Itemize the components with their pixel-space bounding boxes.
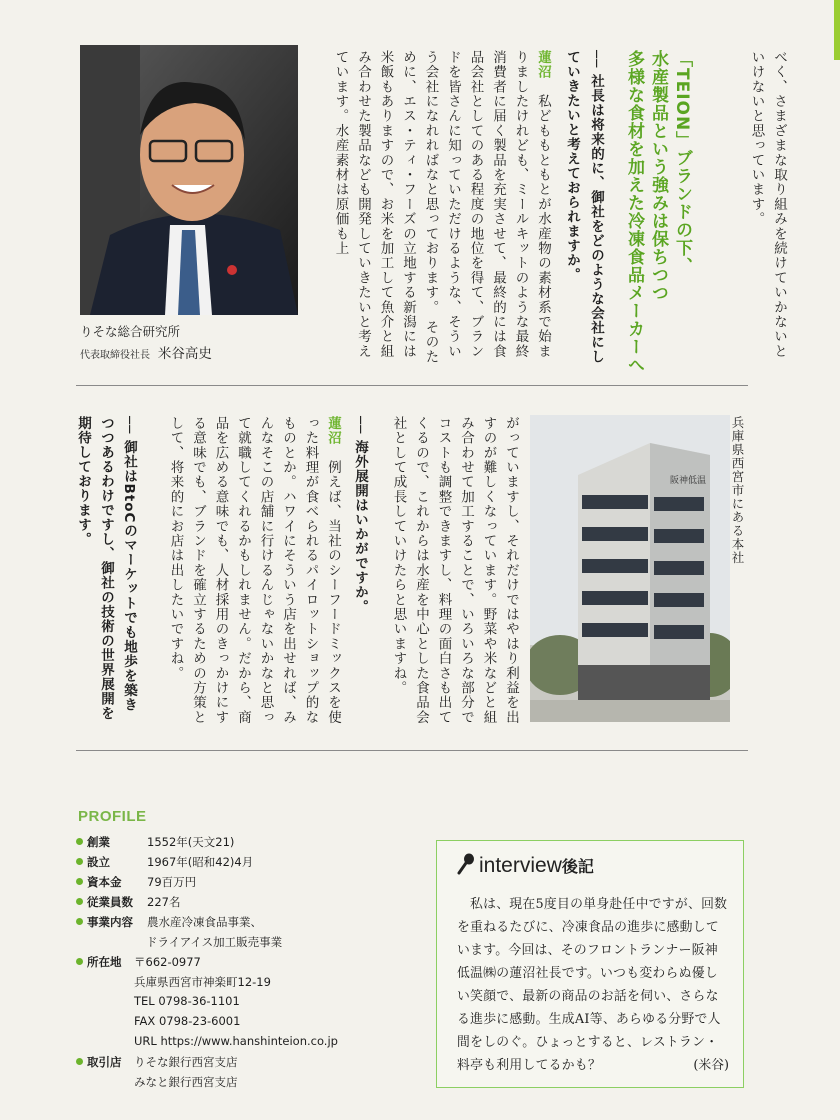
profile-key: 設立 (87, 855, 110, 869)
heading-line-2: 水産製品という強みは保ちつつ (648, 50, 668, 302)
answer-1 (324, 50, 554, 370)
interview-title-ja: 後記 (561, 857, 594, 876)
portrait-caption (80, 322, 212, 362)
profile-row-business (76, 914, 262, 930)
bullet-icon (76, 898, 83, 905)
microphone-icon (457, 853, 475, 875)
profile-value: 農水産冷凍食品事業、 (147, 915, 262, 929)
bank-2: みなと銀行西宮支店 (134, 1075, 238, 1089)
profile-title: PROFILE (78, 808, 147, 825)
section-heading (622, 50, 694, 380)
profile-value: 227名 (147, 895, 181, 909)
question-1: ── 社長は将来的に、御社をどのような会社にしていきたいと考えておられますか。 (564, 50, 604, 364)
address-street: 兵庫県西宮市神楽町12-19 (134, 975, 271, 989)
answer-1-text: 私どももともとが水産物の素材系で始まりましたけれども、ミールキットのような最終消費者に届く製品を充実させて、最終的には食品会社としてのある程度の地位を得て、ブランドを皆さんに知っていただけるような、そういう会社になれればなと思っております。 そのために、エス・ティ・フーズの立地する新潟には米飯もありますので、お米を加工して魚介と組み合わせた製品なども開発していきたいと考えています。水産素材は原価も上 (332, 50, 551, 365)
profile-business-2: ドライアイス加工販売事業 (146, 935, 283, 949)
question-2: ── 海外展開はいかがですか。 (352, 416, 368, 614)
page-edge-tab (834, 0, 840, 60)
caption-title: 代表取締役社長 (80, 350, 150, 361)
bullet-icon (76, 958, 83, 965)
bank-1: りそな銀行西宮支店 (134, 1055, 238, 1069)
bullet-icon (76, 878, 83, 885)
interview-afterword-box (436, 840, 744, 1088)
interview-title (457, 853, 594, 878)
heading-line-3: 多様な食材を加えた冷凍食品メーカーへ (624, 50, 644, 374)
interview-title-en: interview (479, 854, 562, 877)
address-fax: FAX 0798-23-6001 (134, 1014, 241, 1028)
answer-2 (144, 416, 344, 726)
portrait-image (80, 45, 298, 315)
bullet-icon (76, 918, 83, 925)
caption-org: りそな総合研究所 (80, 324, 181, 339)
profile-key: 所在地 (87, 955, 122, 969)
bullet-icon (76, 838, 83, 845)
bullet-icon (76, 858, 83, 865)
divider-top (76, 385, 748, 386)
heading-line-1: 「TEION」ブランドの下、 (672, 50, 692, 276)
building-sign: 阪神低温 (670, 476, 707, 486)
profile-value: 1967年(昭和42)4月 (147, 855, 254, 869)
profile-value: 79百万円 (147, 875, 197, 889)
address-postal: 〒662-0977 (134, 955, 201, 969)
profile-key: 従業員数 (87, 895, 133, 909)
profile-key: 資本金 (87, 875, 122, 889)
profile-value: 1552年(天文21) (147, 835, 235, 849)
closing-remark: ── 御社はBtoCのマーケットでも地歩を築きつつあるわけですし、御社の技術の世界展開を期待しております。 (75, 416, 137, 721)
bullet-icon (76, 1058, 83, 1065)
profile-key: 創業 (87, 835, 110, 849)
profile-row-capital (76, 874, 196, 890)
address-url[interactable]: URL https://www.hanshinteion.co.jp (134, 1034, 338, 1048)
interview-signature: (米谷) (693, 1058, 729, 1073)
profile-row-founded (76, 834, 234, 850)
caption-title-name (80, 342, 212, 362)
building-photo (530, 415, 730, 722)
profile-row-established (76, 854, 253, 870)
speaker-name-2: 蓮沼 (325, 416, 341, 446)
profile-key: 取引店 (87, 1055, 122, 1069)
building-image (530, 415, 730, 722)
address-tel: TEL 0798-36-1101 (134, 994, 240, 1008)
profile-row-employees (76, 894, 180, 910)
speaker-name: 蓮沼 (535, 50, 551, 80)
portrait-photo (80, 45, 298, 315)
interview-body: 私は、現在5度目の単身赴任中ですが、回数を重ねるたびに、冷凍食品の進歩に感動しています。今回は、そのフロントランナー阪神低温㈱の蓮沼社長です。いつも変わらぬ優しい笑顔で、最新の商品のお話を伺い、さらなる進歩に感動。生成AI等、あらゆる分野で人間をしのぐ。ひょっとすると、レストラン・料亭も利用してるかも？ (457, 897, 728, 1073)
divider-bottom (76, 750, 748, 751)
profile-key: 事業内容 (87, 915, 133, 929)
caption-name: 米谷高史 (157, 346, 212, 362)
answer-1-continued: がっていますし、それだけではやはり利益を出すのが難しくなっています。野菜や米などと組み合わせて加工することで、いろいろな部分でコストも調整できますし、料理の面白さも出てくるので、これからは水産を中心とした食品会社として成長していけたらと思いますね。 (390, 416, 519, 725)
answer-2-text: 例えば、当社のシーフードミックスを使った料理が食べられるパイロットショップ的なものとか。ハワイにそういう店を出せれば、みんなそこの店舗に行けるんじゃないかなと思って就職してくれるかもしれません。だから、商品を広める意味でも、人材採用のきっかけにする意味でも、ブランドを確立するための方策として、将来的にお店は出したいですね。 (167, 416, 341, 725)
building-caption: 兵庫県西宮市にある本社 (730, 416, 745, 565)
column-continuation: べく、さまざまな取り組みを続けていかないといけないと思っています。 (748, 50, 787, 359)
